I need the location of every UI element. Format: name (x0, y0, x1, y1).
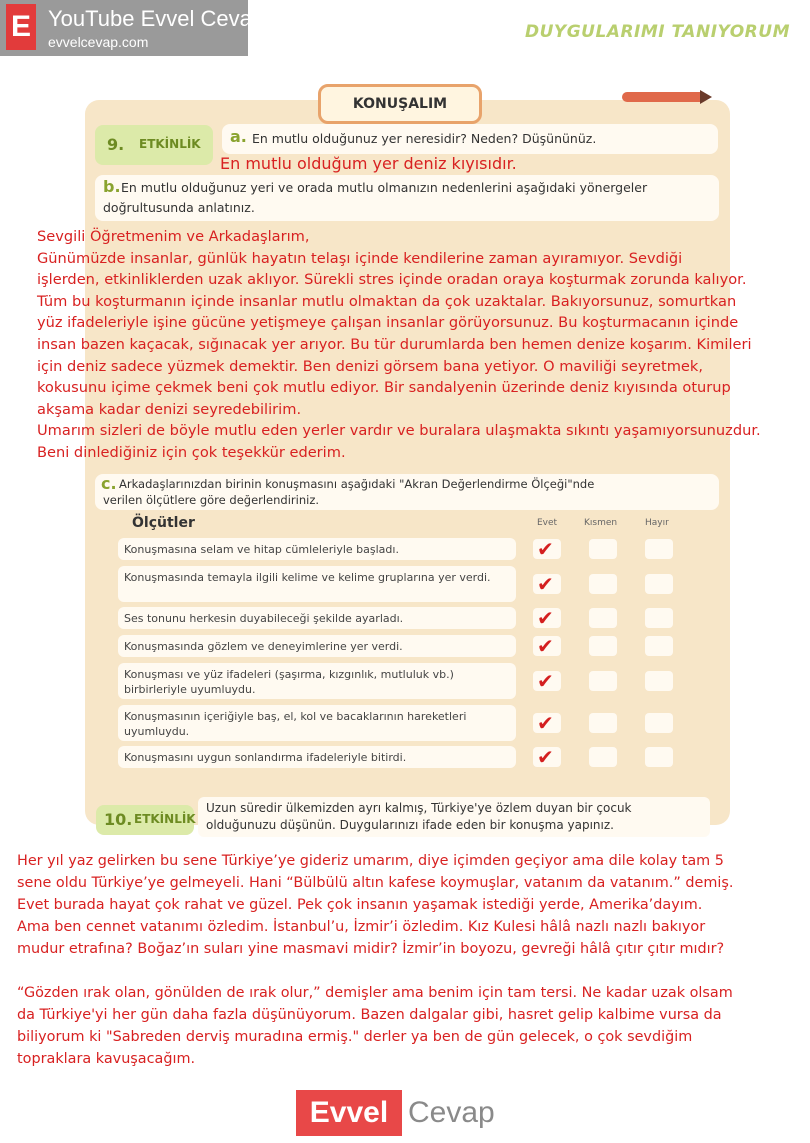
check-mark-icon: ✔ (537, 572, 554, 596)
speech-line: Sevgili Öğretmenim ve Arkadaşlarım, (37, 228, 310, 245)
speech-line: Beni dinlediğiniz için çok teşekkür ederim. (37, 443, 346, 461)
activity-9-label: ETKİNLİK (139, 137, 201, 151)
evaluation-cell-hayır[interactable] (645, 713, 673, 733)
evaluation-cell-kısmen[interactable] (589, 713, 617, 733)
question-a-box (222, 124, 718, 154)
section-title: KONUŞALIM (318, 84, 482, 124)
evaluation-cell-evet[interactable] (533, 574, 561, 594)
evaluation-cell-kısmen[interactable] (589, 747, 617, 767)
activity-10-line: olduğunuzu düşünün. Duygularınızı ifade eden bir konuşma yapınız. (206, 818, 614, 832)
column-kismen: Kısmen (584, 518, 618, 528)
criteria-row: Konuşmasını uygun sonlandırma ifadeleriyle bitirdi. (118, 746, 516, 768)
evaluation-cell-kısmen[interactable] (589, 671, 617, 691)
speech-line: Tüm bu koşturmanın içinde insanlar mutlu olmaktan da çok uzaktalar. Bakıyorsunuz, somurtkan (37, 292, 737, 310)
check-mark-icon: ✔ (537, 634, 554, 658)
criteria-row: Konuşmasında gözlem ve deneyimlerine yer verdi. (118, 635, 516, 657)
activity-10-number: 10. (104, 810, 133, 829)
activity-9-badge (95, 125, 213, 165)
activity-10-line: Uzun süredir ülkemizden ayrı kalmış, Türkiye'ye özlem duyan bir çocuk (206, 801, 632, 815)
check-mark-icon: ✔ (537, 669, 554, 693)
question-c-box (95, 474, 719, 510)
activity-10-question (198, 797, 710, 837)
evaluation-cell-evet[interactable] (533, 608, 561, 628)
answer-line: mudur etrafına? Boğaz’ın suları yine masmavi midir? İzmir’in boyozu, gevreği hâlâ çıtır çıtır mıdır? (17, 941, 725, 957)
speech-line: akşama kadar denizi seyredebilirim. (37, 400, 302, 418)
speech-line: insan bazen kaçacak, sığınacak yer arıyor. Bu tür durumlarda ben hemen denize koşarım. Kimileri (37, 335, 752, 353)
activity-10-answer (17, 850, 807, 1070)
question-a-letter: a. (230, 127, 247, 146)
evaluation-cell-evet[interactable] (533, 747, 561, 767)
question-a-text: En mutlu olduğunuz yer neresidir? Neden? Düşününüz. (252, 131, 597, 146)
evaluation-cell-kısmen[interactable] (589, 539, 617, 559)
evaluation-cell-kısmen[interactable] (589, 574, 617, 594)
check-mark-icon: ✔ (537, 711, 554, 735)
criteria-row: Konuşmasının içeriğiyle baş, el, kol ve bacaklarının hareketleri uyumluydu. (118, 705, 516, 741)
evaluation-cell-hayır[interactable] (645, 574, 673, 594)
criteria-row: Ses tonunu herkesin duyabileceği şekilde ayarladı. (118, 607, 516, 629)
activity-9-number: 9. (107, 135, 125, 154)
brand-logo-evvel: Evvel (296, 1090, 402, 1136)
brand-logo-cevap: Cevap (408, 1096, 495, 1129)
criteria-header: Ölçütler (132, 515, 195, 531)
criteria-row: Konuşması ve yüz ifadeleri (şaşırma, kızgınlık, mutluluk vb.) birbirleriyle uyumluydu. (118, 663, 516, 699)
speech-line: yüz ifadeleriyle işine gücüne yetişmeye çalışan insanlar görüyorsunuz. Bu koşturmacanın içinde (37, 314, 739, 332)
answer-line: topraklara kavuşacağım. (17, 1051, 196, 1067)
answer-line: biliyorum ki "Sabreden derviş muradına ermiş." derler ya ben de gün gelecek, o çok sevdiğim (17, 1029, 693, 1045)
answer-line: Evet burada hayat çok rahat ve güzel. Pek çok insanın yaşamak istediği yerde, Amerika’dayım. (17, 897, 703, 913)
question-c-line: Arkadaşlarınızdan birinin konuşmasını aşağıdaki "Akran Değerlendirme Ölçeği"nde (119, 477, 595, 491)
activity-10-badge (96, 805, 194, 835)
answer-line: da Türkiye'yi her gün daha fazla düşünüyorum. Bazen dalgalar gibi, hasret gelip kalbime vursa da (17, 1007, 722, 1023)
column-evet: Evet (537, 518, 558, 528)
answer-line: “Gözden ırak olan, gönülden de ırak olur,” demişler ama benim için tam tersi. Ne kadar uzak olsam (17, 985, 733, 1001)
question-b-letter: b. (103, 177, 121, 196)
evaluation-cell-kısmen[interactable] (589, 608, 617, 628)
question-b-line: En mutlu olduğunuz yeri ve orada mutlu olmanızın nedenlerini aşağıdaki yönergeler (121, 180, 648, 195)
chapter-title: DUYGULARIMI TANIYORUM (524, 22, 790, 42)
evaluation-cell-hayır[interactable] (645, 539, 673, 559)
speech-line: Günümüzde insanlar, günlük hayatın telaşı içinde kendilerine zaman ayıramıyor. Sevdiği (37, 249, 683, 267)
pencil-decoration (622, 92, 706, 102)
evaluation-cell-evet[interactable] (533, 713, 561, 733)
answer-line: Ama ben cennet vatanımı özledim. İstanbul’u, İzmir’i özledim. Kız Kulesi hâlâ nazlı nazlı bakıyor (17, 919, 706, 935)
evaluation-cell-evet[interactable] (533, 636, 561, 656)
evaluation-cell-kısmen[interactable] (589, 636, 617, 656)
speech-line: işlerden, etkinliklerden uzak aklıyor. Sürekli stres içinde oradan oraya koşturmak zorunda kalıyor. (37, 271, 747, 289)
evaluation-cell-hayır[interactable] (645, 747, 673, 767)
evaluation-cell-hayır[interactable] (645, 636, 673, 656)
check-mark-icon: ✔ (537, 745, 554, 769)
evaluation-cell-hayır[interactable] (645, 671, 673, 691)
speech-line: Umarım sizleri de böyle mutlu eden yerler vardır ve buralara ulaşmakta sıkıntı yaşamıyorsunuzdur. (37, 422, 761, 440)
question-c-letter: c. (101, 474, 117, 493)
column-hayir: Hayır (645, 518, 669, 528)
pencil-tip-decoration (700, 90, 712, 104)
criteria-row: Konuşmasında temayla ilgili kelime ve kelime gruplarına yer verdi. (118, 566, 516, 602)
question-c-line: verilen ölçütlere göre değerlendiriniz. (103, 493, 320, 507)
speech-line: kokusunu içime çekmek beni çok mutlu ediyor. Bir sandalyenin üzerinde deniz kıyısında oturup (37, 379, 731, 397)
watermark-url: evvelcevap.com (48, 34, 149, 50)
question-b-line: doğrultusunda anlatınız. (103, 200, 255, 215)
question-b-box (95, 175, 719, 221)
answer-line: sene oldu Türkiye’ye gelmeyeli. Hani “Bülbülü altın kafese koymuşlar, vatanım da vatanım.” demiş. (17, 875, 734, 891)
check-mark-icon: ✔ (537, 606, 554, 630)
speech-answer (37, 226, 807, 464)
criteria-row: Konuşmasına selam ve hitap cümleleriyle başladı. (118, 538, 516, 560)
evaluation-cell-evet[interactable] (533, 539, 561, 559)
evaluation-cell-evet[interactable] (533, 671, 561, 691)
answer-a: En mutlu olduğum yer deniz kıyısıdır. (220, 154, 517, 173)
watermark-logo-letter: E (6, 4, 36, 50)
answer-line: Her yıl yaz gelirken bu sene Türkiye’ye gideriz umarım, diye içimden geçiyor ama dile kolay tam 5 (17, 853, 724, 869)
activity-10-label: ETKİNLİK (134, 812, 196, 826)
check-mark-icon: ✔ (537, 537, 554, 561)
evaluation-cell-hayır[interactable] (645, 608, 673, 628)
answer-spacer (17, 960, 807, 982)
speech-line: için deniz sadece yüzmek demektir. Ben denizi görsem bana yetiyor. O maviliği seyretmek, (37, 357, 703, 375)
watermark-title: YouTube Evvel Cevap (48, 6, 265, 31)
